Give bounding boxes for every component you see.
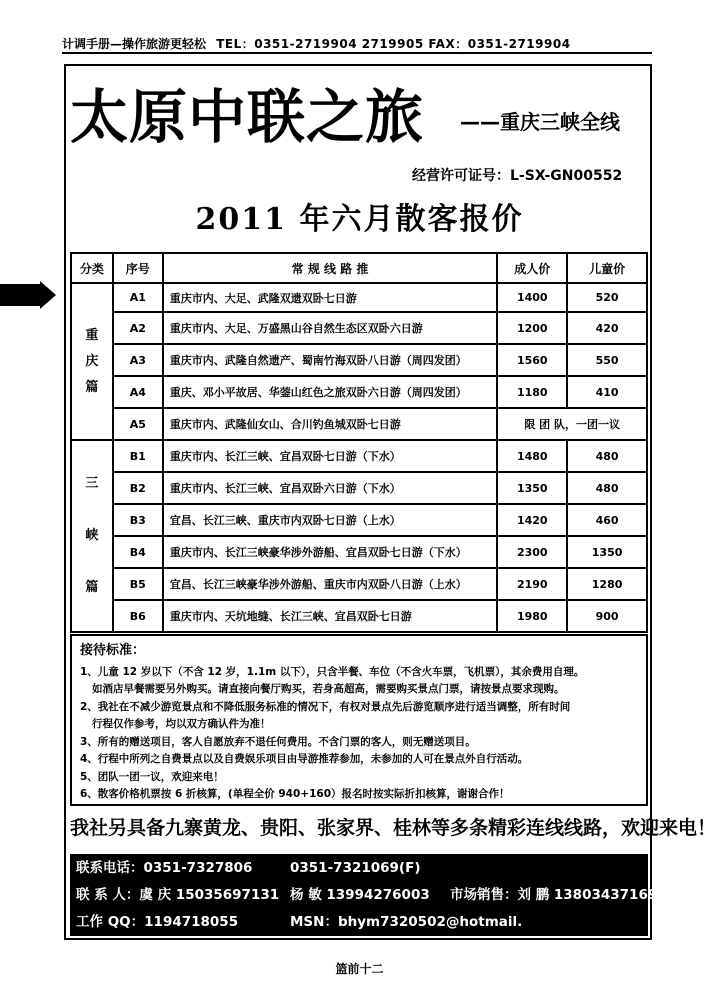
row-code: B6 [113, 600, 163, 632]
service-standards [70, 634, 648, 806]
page-subtitle: ——重庆三峡全线 [460, 110, 620, 134]
page-footer: 篮前十二 [335, 962, 384, 976]
row-route: 重庆市内、长江三峡豪华涉外游船、宜昌双卧七日游（下水） [163, 536, 498, 568]
category-chongqing [71, 283, 113, 440]
header-code: 序号 [113, 253, 163, 283]
row-route: 宜昌、长江三峡、重庆市内双卧七日游（上水） [163, 504, 498, 536]
row-code: A5 [113, 408, 163, 440]
row-child: 480 [567, 440, 647, 472]
note-item: 行程仅作参考，均以双方确认件为准！ [92, 718, 271, 730]
top-rule [62, 52, 652, 54]
row-code: B3 [113, 504, 163, 536]
row-child: 460 [567, 504, 647, 536]
cat-char: 篇 [85, 379, 99, 395]
arrow-icon [0, 284, 40, 306]
row-adult: 1560 [497, 344, 567, 376]
table-row [71, 504, 647, 536]
row-adult: 1980 [497, 600, 567, 632]
table-row [71, 408, 647, 440]
row-code: A2 [113, 312, 163, 344]
contact-phone: 联系电话：0351-7327806 [76, 860, 253, 876]
row-route: 宜昌、长江三峡豪华涉外游船、重庆市内双卧八日游（上水） [163, 568, 498, 600]
row-child: 900 [567, 600, 647, 632]
contact-person-2: 杨 敏 13994276003 [290, 887, 430, 903]
header-child: 儿童价 [567, 253, 647, 283]
contact-box [70, 854, 658, 936]
note-item: 5、团队一团一议，欢迎来电！ [80, 770, 224, 783]
row-route: 重庆市内、长江三峡、宜昌双卧七日游（下水） [163, 440, 498, 472]
row-code: A1 [113, 283, 163, 312]
top-phones: TEL：0351-2719904 2719905 FAX：0351-2719904 [216, 37, 571, 51]
cat-char: 峡 [85, 528, 99, 543]
row-route: 重庆、邓小平故居、华蓥山红色之旅双卧六日游（周四发团） [163, 376, 498, 408]
page-title: 太原中联之旅 [70, 83, 425, 151]
note-item: 3、所有的赠送项目，客人自愿放弃不退任何费用。不含门票的客人，则无赠送项目。 [80, 735, 476, 748]
row-adult: 2190 [497, 568, 567, 600]
table-row [71, 600, 647, 632]
contact-msn: MSN：bhym7320502@hotmail. [290, 914, 523, 930]
contact-sales: 市场销售：刘 鹏 13803437169 [450, 887, 658, 903]
table-row [71, 283, 647, 312]
contact-row [70, 909, 648, 936]
promo-line: 我社另具备九寨黄龙、贵阳、张家界、桂林等多条精彩连线线路，欢迎来电！ [70, 817, 717, 839]
contact-fax: 0351-7321069(F) [290, 860, 421, 876]
row-child: 520 [567, 283, 647, 312]
note-item: 如酒店早餐需要另外购买。请直接向餐厅购买，若身高超高，需要购买景点门票，请按景点要求现购。 [92, 683, 565, 695]
table-row [71, 376, 647, 408]
table-row [71, 344, 647, 376]
row-route: 重庆市内、大足、武隆双遗双卧七日游 [163, 283, 498, 312]
row-adult: 1420 [497, 504, 567, 536]
row-child: 1280 [567, 568, 647, 600]
row-child: 420 [567, 312, 647, 344]
contact-qq: 工作 QQ：1194718055 [76, 914, 239, 930]
row-route: 重庆市内、武隆自然遗产、蜀南竹海双卧八日游（周四发团） [163, 344, 498, 376]
price-heading: 2011 年六月散客报价 [195, 202, 524, 237]
table-row [71, 440, 647, 472]
row-adult: 1480 [497, 440, 567, 472]
notes-title: 接待标准： [80, 643, 146, 658]
table-row [71, 472, 647, 504]
arrow-head-icon [40, 281, 56, 309]
table-header-row [71, 253, 647, 283]
contact-person: 联 系 人：虞 庆 15035697131 [76, 887, 280, 903]
row-route: 重庆市内、武隆仙女山、合川钓鱼城双卧七日游 [163, 408, 498, 440]
row-route: 重庆市内、天坑地缝、长江三峡、宜昌双卧七日游 [163, 600, 498, 632]
row-code: B1 [113, 440, 163, 472]
table-row [71, 312, 647, 344]
row-code: B4 [113, 536, 163, 568]
row-merged-price: 限 团 队，一团一议 [497, 408, 647, 440]
cat-char: 重 [85, 327, 99, 343]
row-code: B5 [113, 568, 163, 600]
row-child: 410 [567, 376, 647, 408]
category-three-gorges [71, 440, 113, 632]
row-child: 480 [567, 472, 647, 504]
header-route: 常 规 线 路 推 [163, 253, 498, 283]
table-row [71, 536, 647, 568]
row-code: A3 [113, 344, 163, 376]
license-number: 经营许可证号：L-SX-GN00552 [412, 168, 623, 184]
row-adult: 1400 [497, 283, 567, 312]
row-code: B2 [113, 472, 163, 504]
row-child: 1350 [567, 536, 647, 568]
row-adult: 1180 [497, 376, 567, 408]
note-item: 4、行程中所列之自费景点以及自费娱乐项目由导游推荐参加，未参加的人可在景点外自行活动。 [80, 753, 529, 765]
contact-row [70, 855, 648, 882]
row-adult: 1200 [497, 312, 567, 344]
row-adult: 1350 [497, 472, 567, 504]
row-route: 重庆市内、长江三峡、宜昌双卧六日游（下水） [163, 472, 498, 504]
note-item: 1、儿童 12 岁以下（不含 12 岁，1.1m 以下），只含半餐、车位（不含火车票，飞机票），其余费用自理。 [80, 665, 585, 678]
top-bar [62, 34, 652, 54]
slogan: 计调手册—操作旅游更轻松 [62, 37, 207, 51]
note-item: 6、散客价格机票按 6 折核算，(单程全价 940+160）报名时按实际折扣核算，谢谢合作！ [80, 788, 510, 800]
contact-row [70, 882, 658, 909]
cat-char: 篇 [85, 580, 99, 595]
cat-char: 三 [85, 476, 99, 491]
price-table [70, 252, 648, 633]
note-item: 2、我社在不减少游览景点和不降低服务标准的情况下，有权对景点先后游览顺序进行适当调整，所有时间 [80, 700, 571, 713]
table-row [71, 568, 647, 600]
row-adult: 2300 [497, 536, 567, 568]
row-child: 550 [567, 344, 647, 376]
row-code: A4 [113, 376, 163, 408]
header-category: 分类 [71, 253, 113, 283]
header-adult: 成人价 [497, 253, 567, 283]
cat-char: 庆 [85, 353, 99, 369]
row-route: 重庆市内、大足、万盛黑山谷自然生态区双卧六日游 [163, 312, 498, 344]
